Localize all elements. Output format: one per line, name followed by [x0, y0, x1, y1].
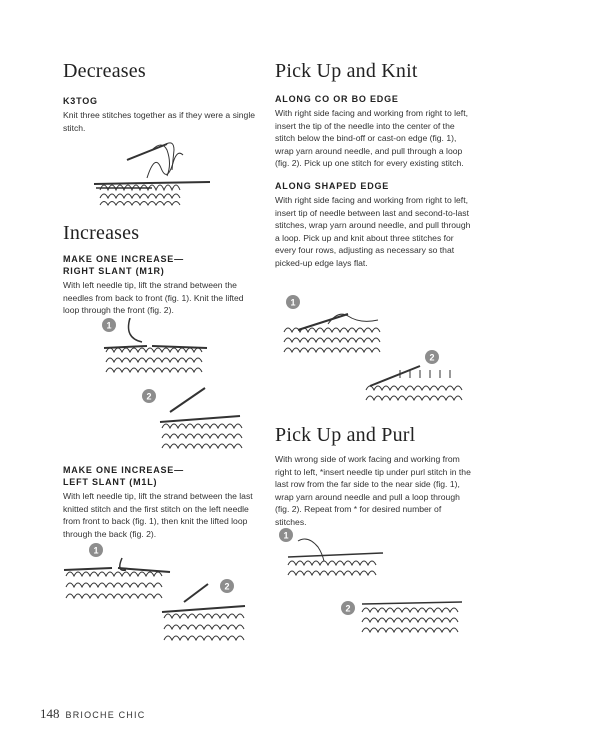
co-bo-heading: ALONG CO OR BO EDGE	[275, 94, 399, 104]
pickup-purl-title: Pick Up and Purl	[275, 424, 416, 446]
m1r-heading	[63, 253, 258, 277]
figure-number-1: 1	[283, 530, 289, 541]
m1l-heading-line2: LEFT SLANT (M1L)	[63, 477, 158, 487]
page-number: 148	[40, 706, 60, 721]
pickup-knit-figure-1	[278, 294, 393, 356]
k3tog-text: Knit three stitches together as if they were a single stitch.	[63, 110, 256, 133]
m1l-figure-2	[160, 578, 260, 648]
pickup-purl-figure-2	[340, 588, 465, 636]
m1r-heading-line2: RIGHT SLANT (M1R)	[63, 266, 165, 276]
pickup-purl-figure-1	[278, 527, 393, 579]
increases-section	[63, 222, 258, 317]
figure-number-1: 1	[290, 297, 296, 308]
figure-number-2: 2	[345, 603, 351, 614]
k3tog-heading: K3TOG	[63, 96, 98, 106]
pickup-knit-title: Pick Up and Knit	[275, 60, 418, 82]
figure-number-2: 2	[146, 391, 152, 402]
book-title: BRIOCHE CHIC	[65, 710, 146, 720]
m1l-heading-line1: MAKE ONE INCREASE—	[63, 465, 184, 475]
page-footer	[40, 706, 145, 722]
pickup-knit-figure-2	[360, 348, 470, 410]
m1r-heading-line1: MAKE ONE INCREASE—	[63, 254, 184, 264]
m1r-text: With left needle tip, lift the strand between the needles from back to front (fig. 1). Knit the lifted loop through the front (fig. 2).	[63, 280, 244, 316]
m1l-section	[63, 458, 258, 540]
figure-number-2: 2	[224, 581, 230, 592]
left-column	[63, 60, 258, 134]
pickup-purl-text: With wrong side of work facing and working from right to left, *insert needle tip under purl stitch in the last row from the far side to the near side (fig. 1), wrap yarn around needle and pull a loop through (fig. 2). Repeat from * for desired number of stitches.	[275, 454, 471, 527]
figure-number-2: 2	[429, 352, 435, 363]
right-column	[275, 60, 475, 270]
m1l-heading	[63, 464, 258, 488]
m1l-text: With left needle tip, lift the strand between the last knitted stitch and the first stitch on the left needle from front to back (fig. 1), then knit the lifted loop through the back (fig. 2).	[63, 491, 253, 539]
m1l-figure-1	[62, 540, 172, 612]
figure-number-1: 1	[106, 320, 112, 331]
pickup-purl-section	[275, 424, 475, 529]
decreases-title: Decreases	[63, 60, 146, 82]
k3tog-illustration	[92, 138, 217, 208]
figure-number-1: 1	[93, 545, 99, 556]
increases-title: Increases	[63, 222, 140, 244]
shaped-edge-heading: ALONG SHAPED EDGE	[275, 180, 390, 191]
m1r-figure-1	[102, 318, 212, 388]
shaped-edge-text: With right side facing and working from right to left, insert tip of needle between last and second-to-last stitches, wrap yarn around needle, and pull through a loop. Pick up and knit about three stitches for every four rows, adjusting as necessary so that picked-up edge lays flat.	[275, 194, 471, 268]
m1r-figure-2	[140, 382, 250, 452]
co-bo-text: With right side facing and working from right to left, insert the tip of the needle into the center of the stitch below the bind-off or cast-on edge (fig. 1), wrap yarn around needle, and pull through a loop (fig. 2). Pick up one stitch for every existing stitch.	[275, 108, 468, 169]
